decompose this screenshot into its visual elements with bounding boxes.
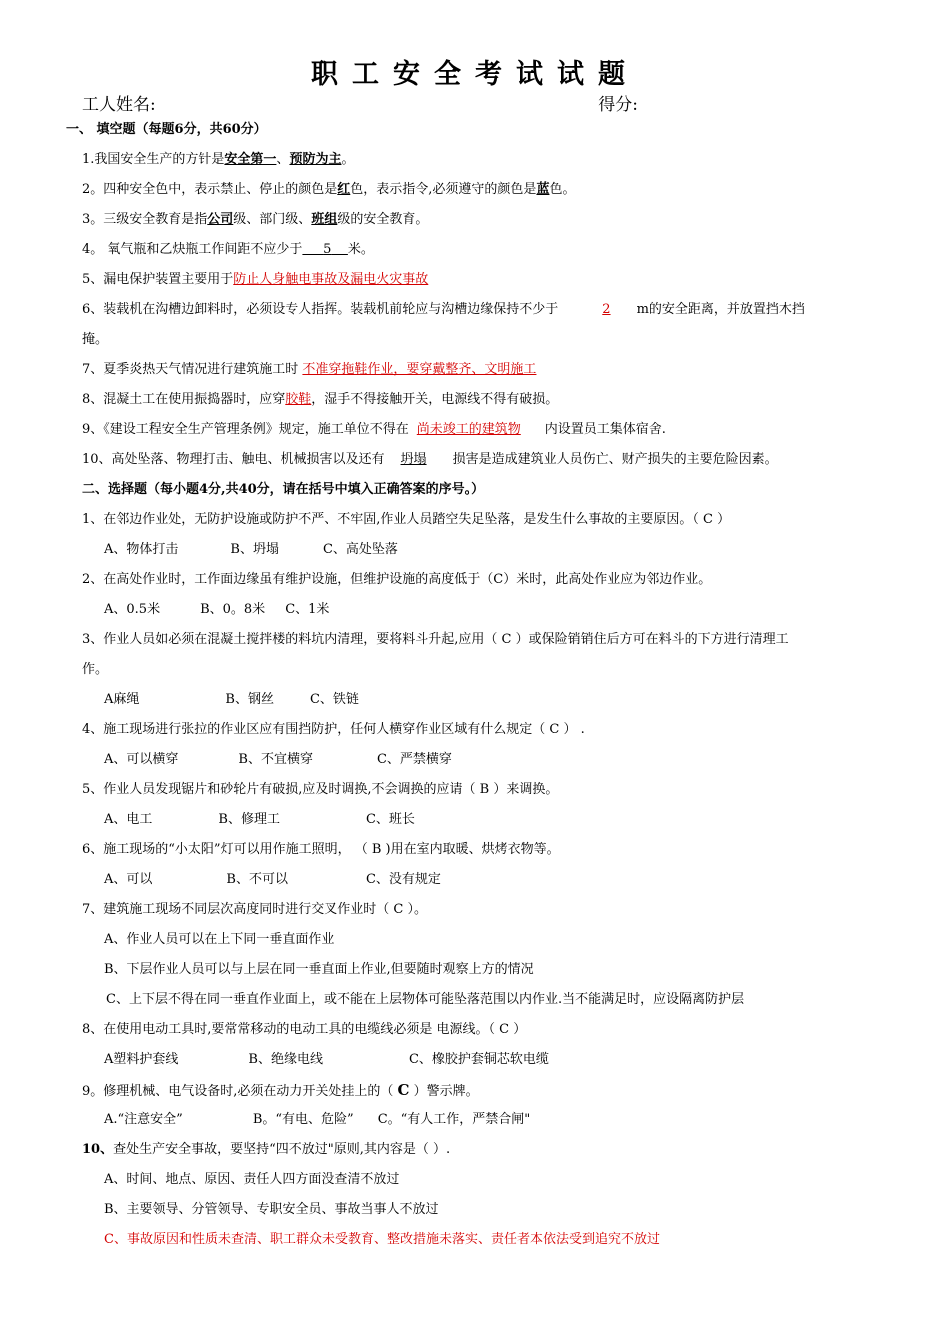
- score-label: 得分:: [598, 95, 638, 115]
- s2-question-4: 4、施工现场进行张拉的作业区应有围挡防护，任何人横穿作业区域有什么规定（ C ） .: [82, 722, 585, 737]
- s2-q6-options: [104, 872, 441, 888]
- s2-question-10: [82, 1142, 450, 1158]
- answer: 蓝: [536, 182, 550, 197]
- s1-question-7: [82, 362, 536, 378]
- option-b: B、坍塌: [230, 542, 279, 557]
- q-text: 色。: [549, 182, 576, 197]
- q-text: 6、装载机在沟槽边卸料时，必须设专人指挥。装载机前轮应与沟槽边缘保持不少于: [82, 302, 559, 317]
- q-text: 损害是造成建筑业人员伤亡、财产损失的主要危险因素。: [452, 452, 778, 467]
- option-a: A、物体打击: [104, 542, 179, 557]
- q-text: 色，表示指令,必须遵守的颜色是: [350, 182, 537, 197]
- q-text: ）警示牌。: [409, 1084, 479, 1099]
- s1-question-6: [82, 302, 805, 318]
- q-text: 。: [341, 152, 355, 167]
- s2-q1-options: [104, 542, 398, 558]
- s2-q9-options: [104, 1112, 530, 1128]
- option-b: B、不宜横穿: [238, 752, 313, 767]
- q-number: 10、: [82, 1142, 114, 1157]
- s1-question-10: [82, 452, 778, 468]
- option-a: A.“注意安全”: [104, 1112, 183, 1127]
- answer: 不准穿拖鞋作业，要穿戴整齐、文明施工: [302, 362, 537, 377]
- s2-question-8: 8、在使用电动工具时,要常常移动的电动工具的电缆线必须是 电源线。（ C ）: [82, 1022, 527, 1037]
- option-b: B、修理工: [218, 812, 280, 827]
- s2-question-9: [82, 1082, 479, 1100]
- option-a: A塑料护套线: [104, 1052, 179, 1067]
- option-b: B、钢丝: [225, 692, 274, 707]
- option-c: C。“有人工作，严禁合闸": [377, 1112, 531, 1127]
- q-text: 1.我国安全生产的方针是: [82, 152, 225, 167]
- s2-q10-option-b: B、主要领导、分管领导、专职安全员、事故当事人不放过: [104, 1202, 439, 1217]
- answer: C: [397, 1081, 410, 1099]
- s1-question-9: [82, 422, 666, 438]
- s2-q5-options: [104, 812, 415, 828]
- option-c: C、严禁横穿: [376, 752, 452, 767]
- option-c: C、高处坠落: [322, 542, 398, 557]
- answer: [302, 242, 347, 257]
- answer-value: 5: [323, 242, 332, 257]
- option-b: B、绝缘电线: [248, 1052, 323, 1067]
- answer: 防止人身触电事故及漏电火灾事故: [233, 272, 429, 287]
- q-text: ，湿手不得接触开关，电源线不得有破损。: [311, 392, 559, 407]
- section2-heading: 二、选择题（每小题4分,共40分，请在括号中填入正确答案的序号。）: [82, 482, 485, 497]
- q-text: 3。三级安全教育是指: [82, 212, 208, 227]
- option-c: C、铁链: [309, 692, 359, 707]
- answer: 班组: [311, 212, 338, 227]
- s2-question-5: 5、作业人员发现锯片和砂轮片有破损,应及时调换,不会调换的应请（ B ）来调换。: [82, 782, 559, 797]
- answer: 红: [337, 182, 351, 197]
- option-a: A、电工: [104, 812, 153, 827]
- s2-q3-options: [104, 692, 359, 708]
- s2-q4-options: [104, 752, 452, 768]
- answer: 公司: [207, 212, 234, 227]
- q-text: 米。: [347, 242, 374, 257]
- s2-question-3-cont: 作。: [82, 662, 109, 677]
- answer: 安全第一: [224, 152, 277, 167]
- option-a: A、0.5米: [104, 602, 161, 617]
- worker-name-label: 工人姓名:: [82, 95, 156, 115]
- s2-question-7: 7、建筑施工现场不同层次高度同时进行交叉作业时（ C ）。: [82, 902, 427, 917]
- section1-heading: 一、 填空题（每题6分，共60分）: [66, 122, 267, 137]
- q-text: 4。 氧气瓶和乙炔瓶工作间距不应少于: [82, 242, 303, 257]
- s2-question-6: 6、施工现场的“小太阳”灯可以用作施工照明， （ B )用在室内取暖、烘烤衣物等。: [82, 842, 560, 857]
- q-text: 5、漏电保护装置主要用于: [82, 272, 234, 287]
- option-b: B。“有电、危险”: [252, 1112, 354, 1127]
- s2-q2-options: [104, 602, 329, 618]
- q-text: m的安全距离，并放置挡木挡: [636, 302, 805, 317]
- s1-question-3: [82, 212, 428, 228]
- q-text: 级、部门级、: [233, 212, 312, 227]
- q-text: 9、《建设工程安全生产管理条例》规定，施工单位不得在: [82, 422, 409, 437]
- answer: 坍塌: [400, 452, 427, 467]
- q-text: 内设置员工集体宿舍.: [544, 422, 666, 437]
- q-text: 8、混凝土工在使用振捣器时，应穿: [82, 392, 286, 407]
- s1-question-8: [82, 392, 558, 408]
- option-c: C、1米: [285, 602, 330, 617]
- s2-q10-option-c: C、事故原因和性质未查清、职工群众未受教育、整改措施未落实、责任者本依法受到追究不放过: [104, 1232, 660, 1247]
- option-b: B、0。8米: [200, 602, 266, 617]
- answer: 尚未竣工的建筑物: [416, 422, 521, 437]
- s1-question-6-cont: 掩。: [82, 332, 109, 347]
- s2-q7-option-b: B、下层作业人员可以与上层在同一垂直面上作业,但要随时观察上方的情况: [104, 962, 534, 977]
- option-c: C、班长: [365, 812, 415, 827]
- option-c: C、橡胶护套铜芯软电缆: [408, 1052, 549, 1067]
- option-a: A、可以横穿: [104, 752, 179, 767]
- q-text: 2。四种安全色中，表示禁止、停止的颜色是: [82, 182, 338, 197]
- q-text: 查处生产安全事故，要坚持“四不放过"原则,其内容是（ ）.: [113, 1142, 451, 1157]
- exam-title: 职工安全考试试题: [311, 59, 639, 90]
- s2-q8-options: [104, 1052, 549, 1068]
- q-text: 9。修理机械、电气设备时,必须在动力开关处挂上的（: [82, 1084, 398, 1099]
- q-text: 7、夏季炎热天气情况进行建筑施工时: [82, 362, 299, 377]
- s2-question-1: 1、在邻边作业处，无防护设施或防护不严、不牢固,作业人员踏空失足坠落，是发生什么事故的主要原因。（ C ）: [82, 512, 731, 527]
- option-c: C、没有规定: [365, 872, 441, 887]
- s2-q7-option-c: C、上下层不得在同一垂直作业面上，或不能在上层物体可能坠落范围以内作业.当不能满足时，应设隔离防护层: [106, 992, 745, 1007]
- answer: 胶鞋: [285, 392, 312, 407]
- option-a: A、可以: [104, 872, 153, 887]
- option-b: B、不可以: [226, 872, 288, 887]
- q-text: 10、高处坠落、物理打击、触电、机械损害以及还有: [82, 452, 385, 467]
- s2-question-2: 2、在高处作业时，工作面边缘虽有维护设施，但维护设施的高度低于（C）米时，此高处作业应为邻边作业。: [82, 572, 712, 587]
- answer: 预防为主: [289, 152, 342, 167]
- s2-question-3: 3、作业人员如必须在混凝土搅拌楼的料坑内清理，要将料斗升起,应用（ C ）或保险销销住后方可在料斗的下方进行清理工: [82, 632, 789, 647]
- option-a: A麻绳: [104, 692, 140, 707]
- s1-question-2: [82, 182, 575, 198]
- s1-question-5: [82, 272, 428, 288]
- s2-q10-option-a: A、时间、地点、原因、责任人四方面没查清不放过: [104, 1172, 400, 1187]
- header-line: [82, 90, 638, 115]
- s1-question-4: [82, 242, 374, 258]
- q-text: 、: [276, 152, 290, 167]
- s1-question-1: [82, 152, 354, 168]
- s2-q7-option-a: A、作业人员可以在上下同一垂直面作业: [104, 932, 335, 947]
- q-text: 级的安全教育。: [337, 212, 429, 227]
- answer: 2: [602, 302, 611, 317]
